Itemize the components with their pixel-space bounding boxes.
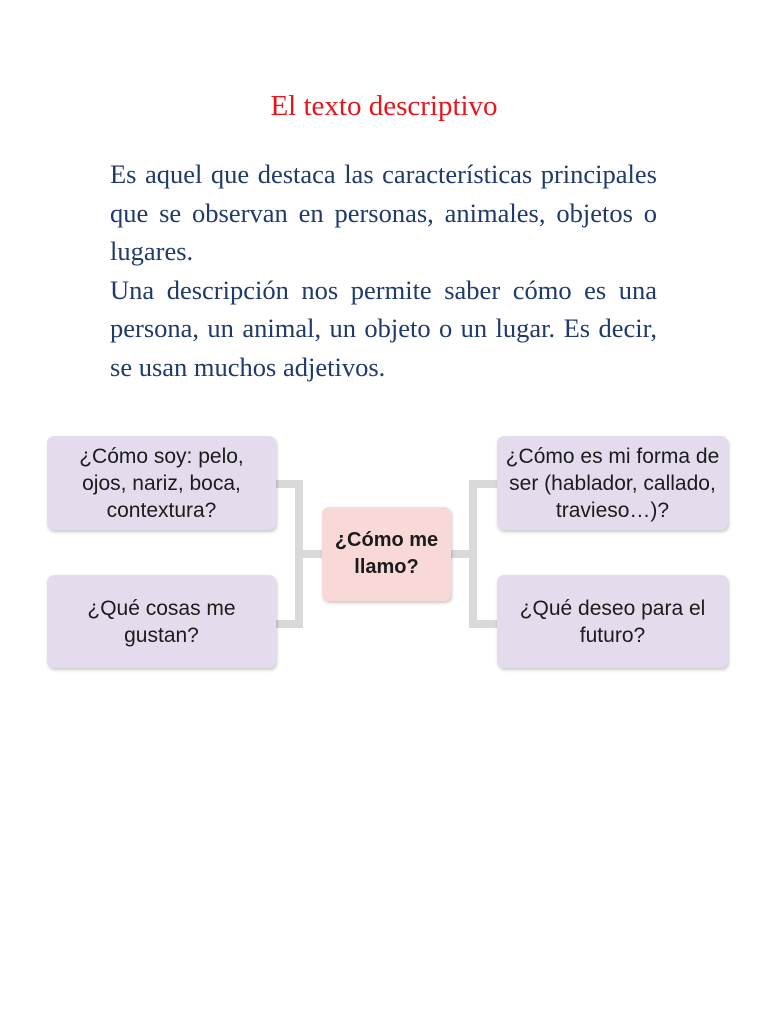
box-appearance <box>47 436 276 530</box>
box-likes-text: ¿Qué cosas me gustan? <box>87 596 236 647</box>
box-name <box>322 507 451 601</box>
paragraph-explanation: Una descripción nos permite saber cómo es una persona, un animal, un objeto o un lugar. Es decir, se usan muchos adjetivos. <box>110 274 657 382</box>
page-title: El texto descriptivo <box>270 90 498 122</box>
box-likes <box>47 575 276 668</box>
box-personality <box>497 436 728 530</box>
connector-right-vertical <box>469 480 477 628</box>
box-name-text: ¿Cómo me llamo? <box>334 529 439 578</box>
connector-right-bottom <box>469 620 497 628</box>
connector-right-top <box>469 480 497 488</box>
paragraph-definition: Es aquel que destaca las características principales que se observan en personas, animales, objetos o lugares. <box>110 159 657 266</box>
box-appearance-text: ¿Cómo soy: pelo, ojos, nariz, boca, contextura? <box>79 444 244 522</box>
box-future <box>497 575 728 668</box>
connector-left-center <box>295 550 322 558</box>
box-future-text: ¿Qué deseo para el futuro? <box>519 596 706 647</box>
box-personality-text: ¿Cómo es mi forma de ser (hablador, callado, travieso…)? <box>505 444 720 522</box>
